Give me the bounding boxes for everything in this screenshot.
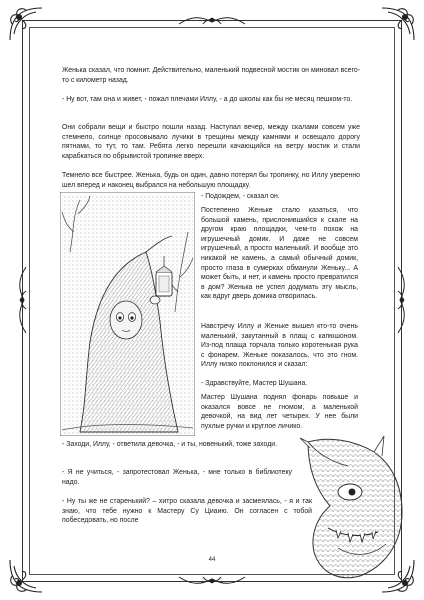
paragraph: Навстречу Иллу и Женьке вышел кто-то очень маленький, закутанный в плащ с капюшоном. Из-под плаща торчала только коротенькая рука с фонарем. Женьке показалось, что это гном. Иллу низко поклонился и сказал: — [201, 323, 358, 369]
paragraph: - Здравствуйте, Мастер Шушана. — [201, 380, 308, 387]
paragraph: Они собрали вещи и быстро пошли назад. Наступал вечер, между скалами совсем уже стемнело, солнце просовывало лучики в трещины между камнями и освещало дорогу пятнами, то тут, то там. Ребята легко перешли качающийся на ветру мостик и стали карабкаться по обрывистой тропинке вверх. — [62, 124, 360, 160]
paragraph: Постепенно Женьке стало казаться, что большой камень, прислонившийся к скале на другом краю площадки, чем-то похож на игрушечный домик. И даже не совсем игрушечный, а просто маленький. И вообще это никакой не камень, а самый обычный домик, просто глаза в сумерках обманули Женьку... А может быть, и нет, и камень просто превратился в дом? Женька не успел додумать эту мысль, как вдруг дверь домика отворилась. — [201, 207, 358, 301]
paragraph: Женька сказал, что помнит. Действительно, маленький подвесной мостик он минoвал всего-то с километр назад. — [62, 67, 360, 84]
left-ornament — [16, 265, 30, 335]
paragraph: - Ну ты же не старенький? – хитро сказала девочка и засмеялась, - я и так знаю, что тебе нужно к Мастеру Су Циаию. Он согласен с тобой побеседовать, но после — [62, 498, 312, 525]
paragraph: - Подождем, - сказал он. — [201, 193, 280, 200]
paragraph: - Я не учиться, - запротестовал Женька, - мне только в библиотеку надо. — [62, 469, 292, 486]
page-number: 44 — [208, 557, 216, 563]
paragraph: - Заходи, Иллу, - ответила девочка, - и ты, новенький, тоже заходи. — [62, 441, 277, 448]
dragon-illustration — [298, 432, 408, 582]
hooded-girl-illustration — [60, 192, 195, 436]
paragraph: Мастер Шушана поднял фонарь повыше и оказался вовсе не гномом, а маленькой девочкой, на вид лет четырех. У нее были пухлые ручки и круглое личико. — [201, 394, 358, 430]
paragraph: - Ну вот, там она и живет, - пожал плечами Иллу, - а до школы как бы не месяц пешком-то. — [62, 96, 353, 103]
paragraph: Темнело все быстрее. Женька, будь он один, давно потерял бы тропинку, но Иллу уверенно шел вперед и наконец выбрался на небольшую площадку. — [62, 172, 360, 189]
bottom-ornament — [177, 573, 247, 587]
top-ornament — [177, 14, 247, 28]
corner-ornament — [6, 4, 46, 44]
right-ornament — [394, 265, 408, 335]
corner-ornament — [6, 556, 46, 596]
corner-ornament — [378, 4, 418, 44]
